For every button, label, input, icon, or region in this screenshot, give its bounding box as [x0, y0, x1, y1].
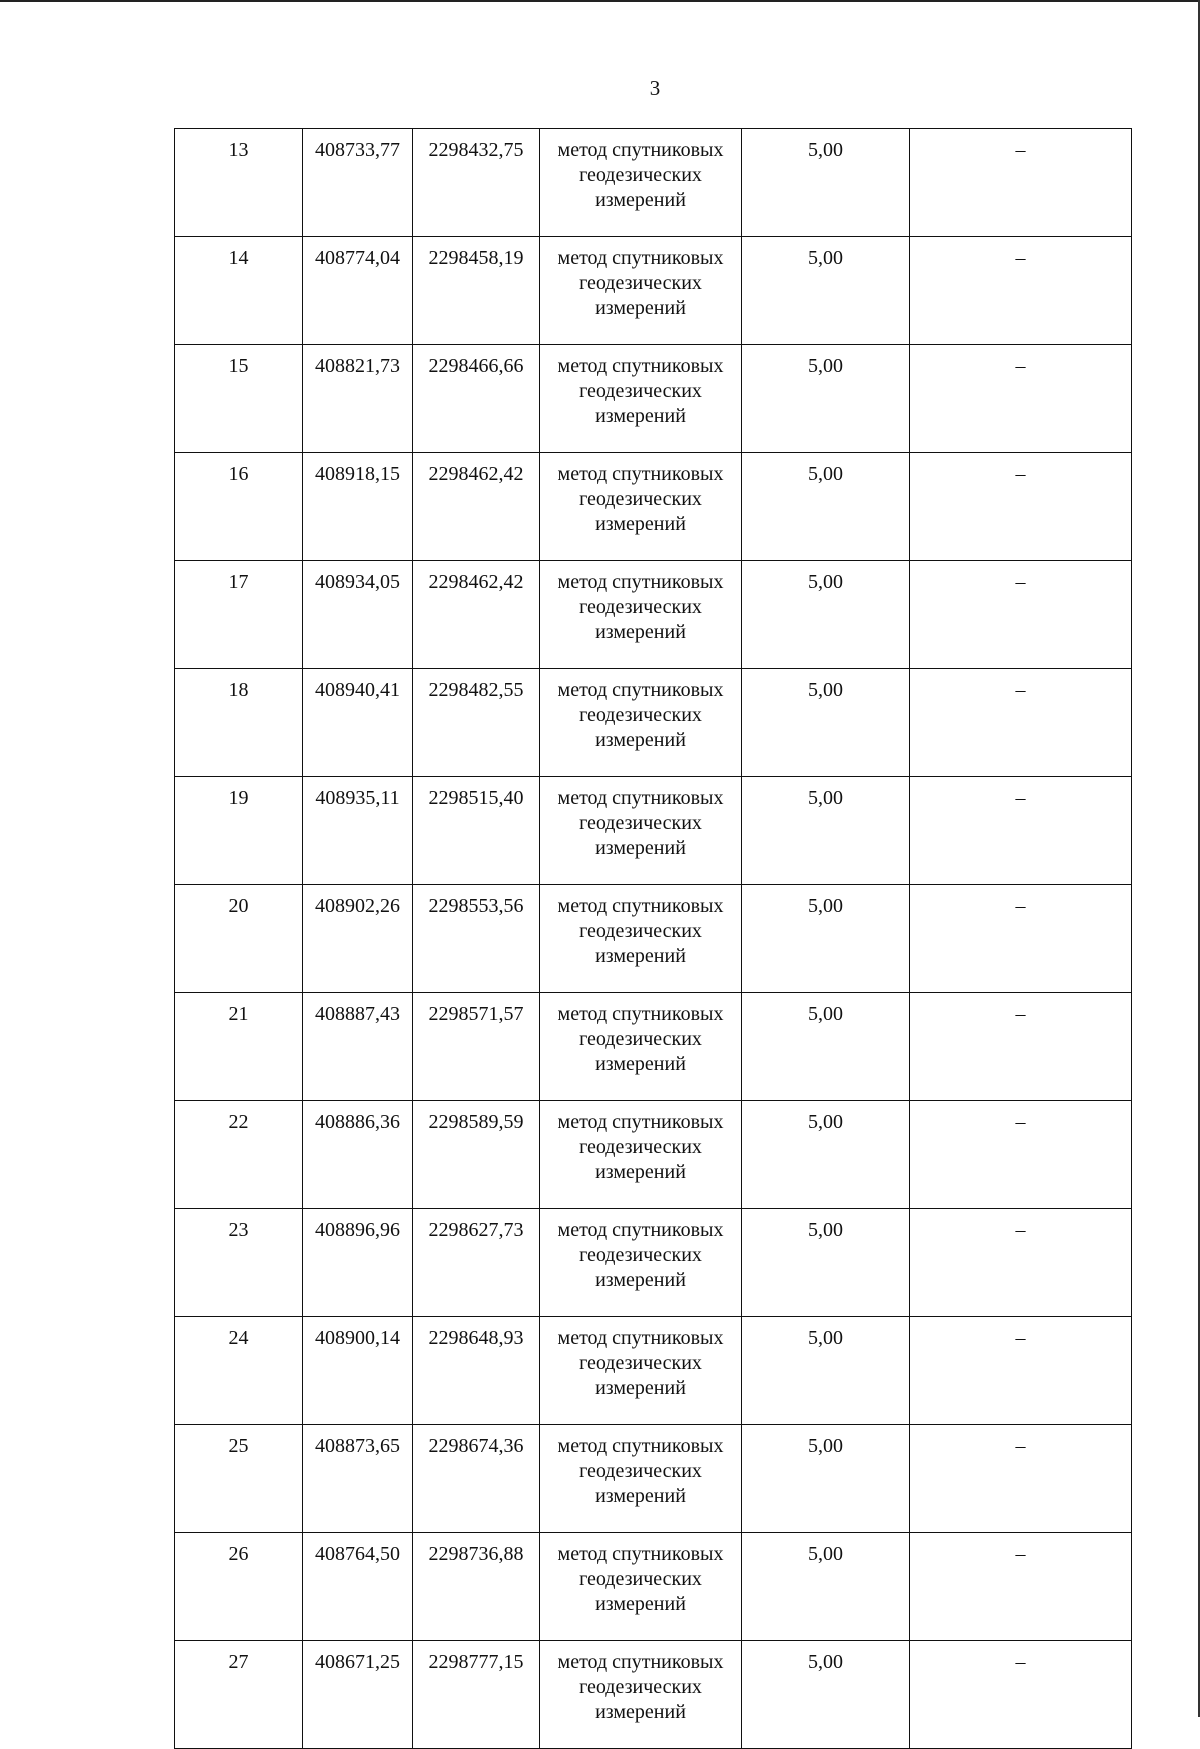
- note-cell: –: [910, 345, 1132, 453]
- method-line: метод спутниковых: [557, 1543, 724, 1565]
- method-line: метод спутниковых: [557, 1219, 724, 1241]
- method-line: измерений: [595, 1053, 686, 1075]
- note-cell: –: [910, 129, 1132, 237]
- method-line: метод спутниковых: [557, 1003, 724, 1025]
- point-number-cell: 18: [175, 669, 303, 777]
- point-number-cell: 27: [175, 1641, 303, 1749]
- method-line: метод спутниковых: [557, 355, 724, 377]
- y-coordinate-cell: 2298515,40: [413, 777, 540, 885]
- note-cell: –: [910, 669, 1132, 777]
- method-cell: [540, 993, 742, 1101]
- method-line: измерений: [595, 729, 686, 751]
- accuracy-cell: 5,00: [742, 1533, 910, 1641]
- method-line: геодезических: [579, 812, 702, 834]
- point-number-cell: 13: [175, 129, 303, 237]
- note-cell: –: [910, 1641, 1132, 1749]
- method-line: геодезических: [579, 164, 702, 186]
- point-number-cell: 19: [175, 777, 303, 885]
- table-row: [175, 1641, 1132, 1749]
- method-cell: [540, 1641, 742, 1749]
- y-coordinate-cell: 2298462,42: [413, 453, 540, 561]
- table-row: [175, 561, 1132, 669]
- point-number-cell: 26: [175, 1533, 303, 1641]
- method-line: измерений: [595, 1377, 686, 1399]
- accuracy-cell: 5,00: [742, 561, 910, 669]
- method-cell: [540, 669, 742, 777]
- method-line: метод спутниковых: [557, 247, 724, 269]
- point-number-cell: 20: [175, 885, 303, 993]
- y-coordinate-cell: 2298674,36: [413, 1425, 540, 1533]
- method-cell: [540, 1101, 742, 1209]
- method-line: метод спутниковых: [557, 463, 724, 485]
- method-line: измерений: [595, 1701, 686, 1723]
- table-row: [175, 237, 1132, 345]
- method-cell: [540, 885, 742, 993]
- y-coordinate-cell: 2298462,42: [413, 561, 540, 669]
- x-coordinate-cell: 408940,41: [303, 669, 413, 777]
- table-row: [175, 777, 1132, 885]
- table-row: [175, 993, 1132, 1101]
- y-coordinate-cell: 2298466,66: [413, 345, 540, 453]
- table-row: [175, 1317, 1132, 1425]
- method-line: измерений: [595, 1161, 686, 1183]
- accuracy-cell: 5,00: [742, 1641, 910, 1749]
- method-line: метод спутниковых: [557, 1111, 724, 1133]
- note-cell: –: [910, 1533, 1132, 1641]
- y-coordinate-cell: 2298589,59: [413, 1101, 540, 1209]
- method-cell: [540, 1533, 742, 1641]
- point-number-cell: 23: [175, 1209, 303, 1317]
- method-line: геодезических: [579, 1676, 702, 1698]
- method-line: измерений: [595, 513, 686, 535]
- accuracy-cell: 5,00: [742, 993, 910, 1101]
- method-line: геодезических: [579, 596, 702, 618]
- accuracy-cell: 5,00: [742, 669, 910, 777]
- method-line: геодезических: [579, 380, 702, 402]
- y-coordinate-cell: 2298482,55: [413, 669, 540, 777]
- coordinates-table-body: [175, 129, 1132, 1749]
- method-cell: [540, 1209, 742, 1317]
- y-coordinate-cell: 2298648,93: [413, 1317, 540, 1425]
- note-cell: –: [910, 453, 1132, 561]
- y-coordinate-cell: 2298627,73: [413, 1209, 540, 1317]
- point-number-cell: 14: [175, 237, 303, 345]
- x-coordinate-cell: 408935,11: [303, 777, 413, 885]
- method-line: измерений: [595, 621, 686, 643]
- method-line: геодезических: [579, 488, 702, 510]
- table-row: [175, 885, 1132, 993]
- table-row: [175, 129, 1132, 237]
- method-line: метод спутниковых: [557, 139, 724, 161]
- page-number: 3: [649, 76, 661, 100]
- method-line: измерений: [595, 189, 686, 211]
- method-line: измерений: [595, 1269, 686, 1291]
- x-coordinate-cell: 408886,36: [303, 1101, 413, 1209]
- x-coordinate-cell: 408671,25: [303, 1641, 413, 1749]
- method-line: геодезических: [579, 1136, 702, 1158]
- accuracy-cell: 5,00: [742, 129, 910, 237]
- accuracy-cell: 5,00: [742, 345, 910, 453]
- method-cell: [540, 1317, 742, 1425]
- method-cell: [540, 345, 742, 453]
- point-number-cell: 17: [175, 561, 303, 669]
- method-line: геодезических: [579, 1244, 702, 1266]
- method-line: метод спутниковых: [557, 1435, 724, 1457]
- point-number-cell: 24: [175, 1317, 303, 1425]
- y-coordinate-cell: 2298553,56: [413, 885, 540, 993]
- accuracy-cell: 5,00: [742, 1101, 910, 1209]
- note-cell: –: [910, 885, 1132, 993]
- method-cell: [540, 561, 742, 669]
- table-row: [175, 1425, 1132, 1533]
- x-coordinate-cell: 408934,05: [303, 561, 413, 669]
- method-cell: [540, 777, 742, 885]
- method-line: метод спутниковых: [557, 571, 724, 593]
- accuracy-cell: 5,00: [742, 1317, 910, 1425]
- y-coordinate-cell: 2298432,75: [413, 129, 540, 237]
- method-line: измерений: [595, 1593, 686, 1615]
- method-line: метод спутниковых: [557, 1651, 724, 1673]
- x-coordinate-cell: 408887,43: [303, 993, 413, 1101]
- x-coordinate-cell: 408764,50: [303, 1533, 413, 1641]
- method-line: геодезических: [579, 1568, 702, 1590]
- x-coordinate-cell: 408902,26: [303, 885, 413, 993]
- method-cell: [540, 453, 742, 561]
- scan-edge-top: [0, 0, 1200, 2]
- x-coordinate-cell: 408873,65: [303, 1425, 413, 1533]
- method-line: измерений: [595, 297, 686, 319]
- method-line: метод спутниковых: [557, 1327, 724, 1349]
- note-cell: –: [910, 1317, 1132, 1425]
- accuracy-cell: 5,00: [742, 237, 910, 345]
- method-line: геодезических: [579, 1028, 702, 1050]
- point-number-cell: 21: [175, 993, 303, 1101]
- method-line: геодезических: [579, 272, 702, 294]
- method-line: метод спутниковых: [557, 787, 724, 809]
- table-row: [175, 1209, 1132, 1317]
- method-line: геодезических: [579, 1460, 702, 1482]
- note-cell: –: [910, 237, 1132, 345]
- method-line: измерений: [595, 405, 686, 427]
- note-cell: –: [910, 993, 1132, 1101]
- accuracy-cell: 5,00: [742, 777, 910, 885]
- table-row: [175, 1533, 1132, 1641]
- table-row: [175, 345, 1132, 453]
- x-coordinate-cell: 408918,15: [303, 453, 413, 561]
- x-coordinate-cell: 408733,77: [303, 129, 413, 237]
- table-row: [175, 669, 1132, 777]
- method-line: измерений: [595, 1485, 686, 1507]
- point-number-cell: 22: [175, 1101, 303, 1209]
- point-number-cell: 15: [175, 345, 303, 453]
- y-coordinate-cell: 2298777,15: [413, 1641, 540, 1749]
- method-line: геодезических: [579, 704, 702, 726]
- method-line: измерений: [595, 945, 686, 967]
- note-cell: –: [910, 777, 1132, 885]
- method-cell: [540, 1425, 742, 1533]
- method-line: геодезических: [579, 920, 702, 942]
- note-cell: –: [910, 1425, 1132, 1533]
- x-coordinate-cell: 408900,14: [303, 1317, 413, 1425]
- x-coordinate-cell: 408821,73: [303, 345, 413, 453]
- accuracy-cell: 5,00: [742, 885, 910, 993]
- method-line: измерений: [595, 837, 686, 859]
- accuracy-cell: 5,00: [742, 453, 910, 561]
- method-line: метод спутниковых: [557, 679, 724, 701]
- table-row: [175, 453, 1132, 561]
- y-coordinate-cell: 2298736,88: [413, 1533, 540, 1641]
- x-coordinate-cell: 408774,04: [303, 237, 413, 345]
- y-coordinate-cell: 2298458,19: [413, 237, 540, 345]
- method-line: метод спутниковых: [557, 895, 724, 917]
- note-cell: –: [910, 561, 1132, 669]
- x-coordinate-cell: 408896,96: [303, 1209, 413, 1317]
- accuracy-cell: 5,00: [742, 1209, 910, 1317]
- method-cell: [540, 237, 742, 345]
- note-cell: –: [910, 1209, 1132, 1317]
- table-row: [175, 1101, 1132, 1209]
- coordinates-table: [174, 128, 1132, 1749]
- note-cell: –: [910, 1101, 1132, 1209]
- point-number-cell: 16: [175, 453, 303, 561]
- y-coordinate-cell: 2298571,57: [413, 993, 540, 1101]
- accuracy-cell: 5,00: [742, 1425, 910, 1533]
- point-number-cell: 25: [175, 1425, 303, 1533]
- method-cell: [540, 129, 742, 237]
- method-line: геодезических: [579, 1352, 702, 1374]
